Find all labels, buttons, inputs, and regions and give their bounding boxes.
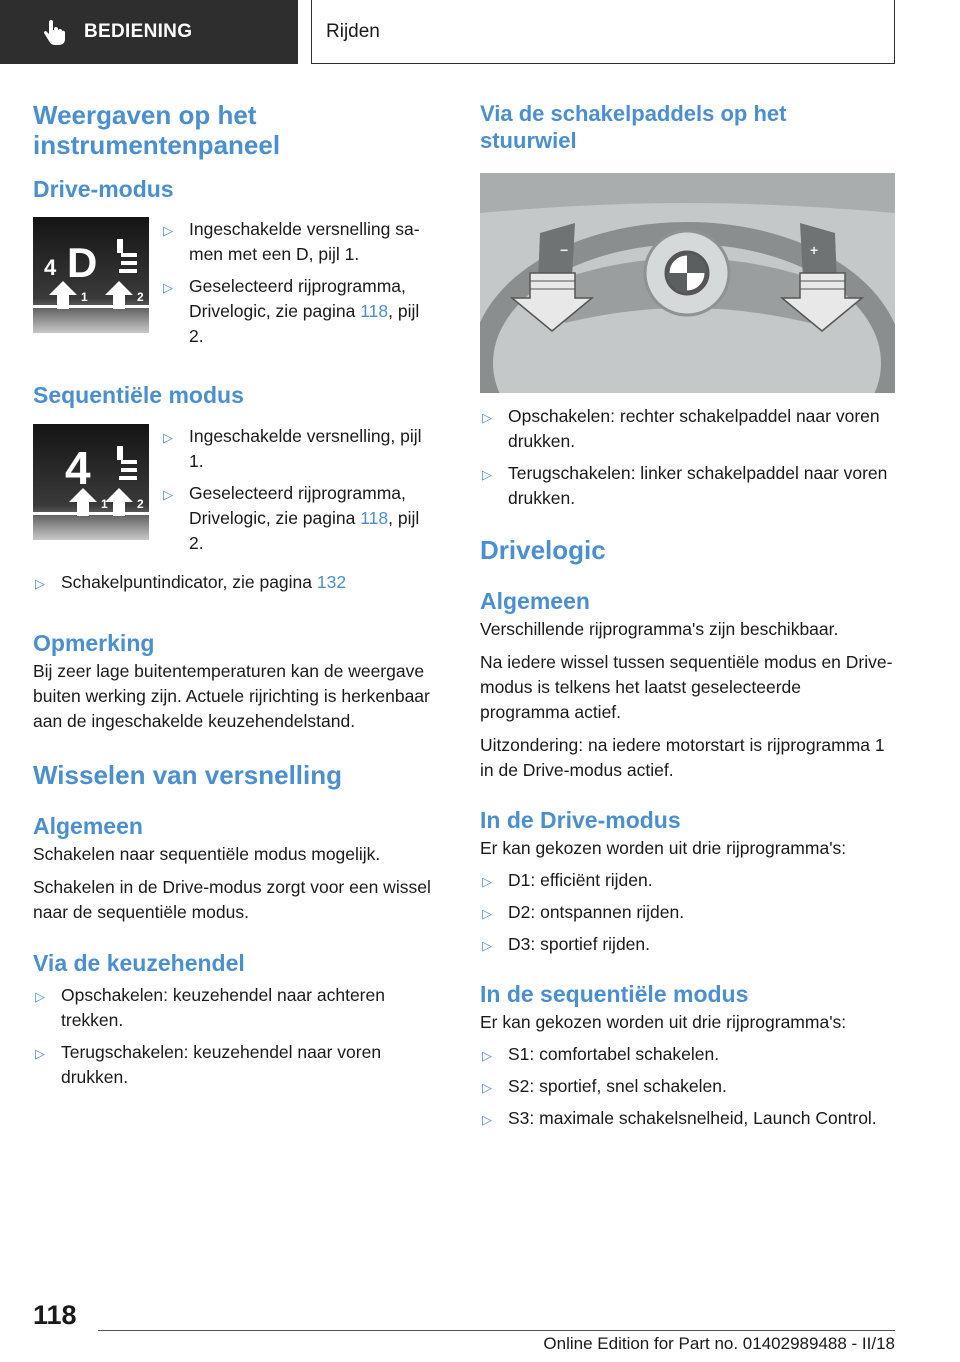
mode-letter: D bbox=[67, 239, 98, 286]
list-item: ▷ Terugschakelen: keuzehendel naar voren drukken. bbox=[35, 1042, 382, 1087]
list-item: ▷ S1: comfortabel schakelen. bbox=[480, 1042, 895, 1067]
section-tab[interactable] bbox=[0, 0, 298, 64]
general-heading: Algemeen bbox=[33, 813, 143, 839]
bullet-triangle-icon: ▷ bbox=[482, 410, 492, 425]
list-item: ▷ Opschakelen: keuzehendel naar achteren trekken. bbox=[35, 985, 385, 1030]
bullet-triangle-icon: ▷ bbox=[35, 989, 45, 1004]
list-item: ▷ Ingeschakelde versnelling, pijl 1. bbox=[163, 426, 422, 471]
bullet-triangle-icon: ▷ bbox=[163, 487, 173, 502]
sequential-intro: Er kan gekozen worden uit drie rijprogramma's: bbox=[480, 1012, 847, 1032]
section-label: BEDIENING bbox=[84, 21, 193, 42]
bullet-triangle-icon: ▷ bbox=[35, 1046, 45, 1061]
list-item: ▷ Opschakelen: rechter schakelpaddel naar voren drukken. bbox=[482, 406, 880, 451]
page-link[interactable]: 132 bbox=[316, 572, 347, 592]
list-item: ▷ Ingeschakelde versnelling samen met een D, pijl 1. bbox=[163, 219, 420, 264]
svg-text:2: 2 bbox=[137, 290, 144, 304]
drivelogic-title: Drivelogic bbox=[480, 535, 606, 565]
chapter-tab[interactable] bbox=[311, 0, 895, 64]
svg-text:+: + bbox=[810, 242, 819, 258]
list-item: ▷ S3: maximale schakelsnelheid, Launch Control. bbox=[480, 1106, 895, 1131]
bullet-triangle-icon: ▷ bbox=[482, 1112, 492, 1127]
hand-pointer-icon bbox=[42, 19, 66, 45]
list-item: ▷ Schakelpuntindicator, zie pagina 132 bbox=[33, 570, 438, 595]
note-text: Bij zeer lage buitentemperaturen kan de weergave buiten werking zijn. Actuele rijrichting is herkenbaar aan de ingeschakelde keuzehendelstand. bbox=[33, 661, 430, 731]
drive-mode-heading: Drive-modus bbox=[33, 176, 174, 202]
bullet-triangle-icon: ▷ bbox=[482, 467, 492, 482]
paddle-heading: Via de schakelpaddels op het stuurwiel bbox=[480, 101, 787, 153]
svg-text:−: − bbox=[560, 242, 569, 258]
bullet-triangle-icon: ▷ bbox=[482, 1080, 492, 1095]
list-item: ▷ Geselecteerd rijprogramma, Drivelogic, zie pagina 118, pijl 2. bbox=[163, 483, 420, 553]
bullet-triangle-icon: ▷ bbox=[163, 223, 173, 238]
note-heading: Opmerking bbox=[33, 630, 155, 656]
bullet-triangle-icon: ▷ bbox=[163, 280, 173, 295]
list-item: ▷ Geselecteerd rijprogramma, Drivelogic, zie pagina 118, pijl 2. bbox=[163, 276, 420, 346]
drive-mode-display-image bbox=[33, 217, 149, 333]
general-text-1: Schakelen naar sequentiële modus mogelijk. bbox=[33, 844, 381, 864]
page-link[interactable]: 118 bbox=[360, 508, 389, 528]
sequential-mode-figure bbox=[33, 424, 438, 556]
svg-text:1: 1 bbox=[81, 290, 88, 304]
svg-text:1: 1 bbox=[101, 497, 108, 511]
chapter-label: Rijden bbox=[326, 20, 380, 42]
list-item: ▷ Terugschakelen: linker schakelpaddel naar voren drukken. bbox=[482, 463, 888, 508]
sequential-mode-display-image bbox=[33, 424, 149, 540]
general-heading: Algemeen bbox=[480, 588, 590, 614]
svg-text:2: 2 bbox=[137, 497, 144, 511]
bullet-triangle-icon: ▷ bbox=[482, 906, 492, 921]
drive-intro: Er kan gekozen worden uit drie rijprogramma's: bbox=[480, 838, 847, 858]
sequential-mode-heading: In de sequentiële modus bbox=[480, 981, 749, 1007]
drive-mode-figure bbox=[33, 217, 438, 349]
left-column bbox=[33, 100, 438, 1090]
list-item: ▷ S2: sportief, snel schakelen. bbox=[480, 1074, 895, 1099]
gear-digit: 4 bbox=[65, 442, 91, 494]
general-text-1: Verschillende rijprogramma's zijn beschikbaar. bbox=[480, 619, 839, 639]
page-link[interactable]: 118 bbox=[360, 301, 389, 321]
list-item: ▷ D3: sportief rijden. bbox=[480, 932, 895, 957]
general-text-3: Uitzondering: na iedere motorstart is rijprogramma 1 in de Drive-modus actief. bbox=[480, 735, 885, 780]
steering-wheel-image bbox=[480, 173, 895, 393]
bullet-triangle-icon: ▷ bbox=[482, 938, 492, 953]
list-item: ▷ D1: efficiënt rijden. bbox=[480, 868, 895, 893]
list-item: ▷ D2: ontspannen rijden. bbox=[480, 900, 895, 925]
bullet-triangle-icon: ▷ bbox=[482, 1048, 492, 1063]
general-text-2: Na iedere wissel tussen sequentiële modus en Drive-modus is telkens het laatst geselecteerde programma actief. bbox=[480, 652, 893, 722]
edition-text: Online Edition for Part no. 01402989488 - II/18 bbox=[543, 1334, 895, 1353]
right-column bbox=[480, 100, 895, 1131]
bullet-triangle-icon: ▷ bbox=[35, 576, 45, 591]
drive-mode-heading: In de Drive-modus bbox=[480, 807, 681, 833]
footer-divider bbox=[98, 1330, 895, 1331]
gear-change-title: Wisselen van versnelling bbox=[33, 760, 343, 790]
page-number: 118 bbox=[33, 1300, 77, 1330]
gear-digit: 4 bbox=[44, 255, 57, 280]
lever-heading: Via de keuzehendel bbox=[33, 950, 245, 976]
general-text-2: Schakelen in de Drive-modus zorgt voor een wissel naar de sequentiële modus. bbox=[33, 877, 431, 922]
bullet-triangle-icon: ▷ bbox=[482, 874, 492, 889]
sequential-mode-heading: Sequentiële modus bbox=[33, 382, 244, 408]
bullet-triangle-icon: ▷ bbox=[163, 430, 173, 445]
display-title: Weergaven op het instrumentenpaneel bbox=[33, 100, 281, 160]
